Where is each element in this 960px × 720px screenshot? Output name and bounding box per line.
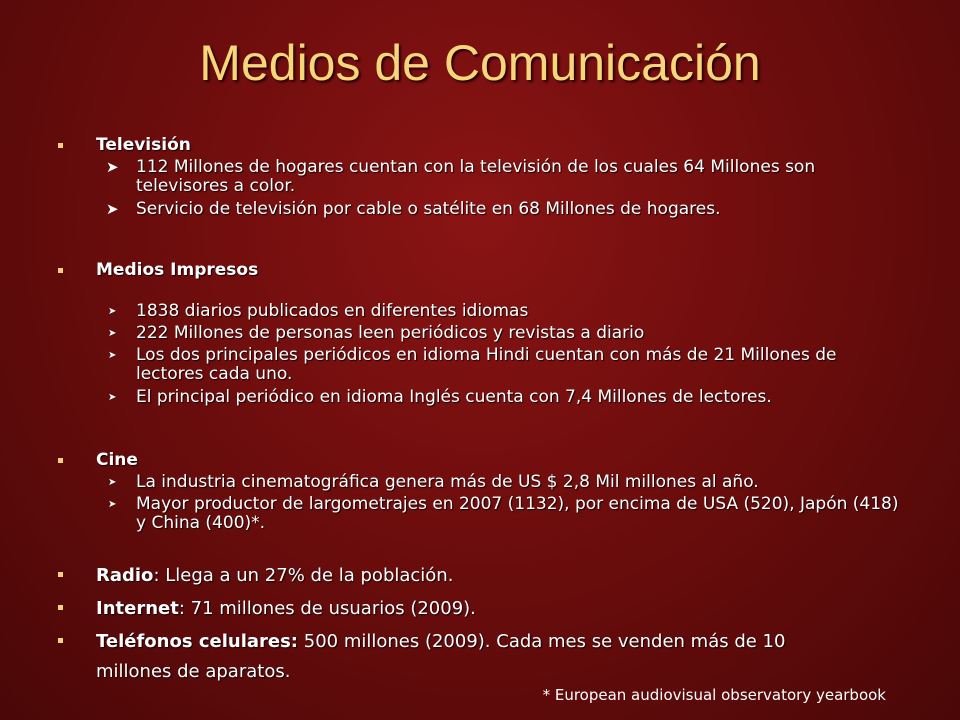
section-radio xyxy=(96,561,916,591)
slide-title: Medios de Comunicación xyxy=(199,35,761,91)
arrow-bullet-icon: ➤ xyxy=(108,306,117,317)
arrow-bullet-icon: ➤ xyxy=(108,350,117,361)
section-text: : 71 millones de usuarios (2009). xyxy=(178,598,476,619)
heading-text: Televisión xyxy=(96,135,191,155)
heading-text: Internet xyxy=(96,598,179,619)
section-text: : Llega a un 27% de la población. xyxy=(153,565,454,586)
section-cine-heading xyxy=(96,451,916,470)
footnote: * European audiovisual observatory yearbook xyxy=(542,686,886,704)
bullet-square-icon xyxy=(58,638,63,643)
section-tv-heading xyxy=(96,136,916,155)
bullet-square-icon xyxy=(58,572,63,577)
section-text: 500 millones (2009). Cada mes se venden más de 10 millones de aparatos. xyxy=(96,631,786,682)
arrow-bullet-icon: ➤ xyxy=(108,499,117,510)
bullet-square-icon xyxy=(58,268,63,273)
heading-text: Medios Impresos xyxy=(96,260,259,280)
list-item: Servicio de televisión por cable o satélite en 68 Millones de hogares. xyxy=(136,199,721,219)
list-item: Los dos principales periódicos en idioma Hindi cuentan con más de 21 Millones de lectores cada uno. xyxy=(136,345,837,384)
list-item: El principal periódico en idioma Inglés cuenta con 7,4 Millones de lectores. xyxy=(136,387,772,407)
bullet-square-icon xyxy=(58,458,63,463)
bullet-square-icon xyxy=(58,605,63,610)
section-print-heading xyxy=(96,261,916,280)
arrow-bullet-icon: ➤ xyxy=(108,328,117,339)
arrow-bullet-icon: ➤ xyxy=(106,200,119,218)
section-phones xyxy=(96,627,856,687)
list-item: 222 Millones de personas leen periódicos y revistas a diario xyxy=(136,323,645,343)
bullet-square-icon xyxy=(58,143,63,148)
section-internet xyxy=(96,594,916,624)
heading-text: Radio xyxy=(96,565,154,586)
heading-text: Cine xyxy=(96,450,138,470)
arrow-bullet-icon: ➤ xyxy=(108,392,117,403)
list-item: La industria cinematográfica genera más de US $ 2,8 Mil millones al año. xyxy=(136,472,759,492)
list-item: 1838 diarios publicados en diferentes idiomas xyxy=(136,301,529,321)
arrow-bullet-icon: ➤ xyxy=(106,158,119,176)
list-item: Mayor productor de largometrajes en 2007 (1132), por encima de USA (520), Japón (418) y China (400)*. xyxy=(136,494,899,533)
heading-text: Teléfonos celulares: xyxy=(96,631,299,652)
arrow-bullet-icon: ➤ xyxy=(108,477,117,488)
list-item: 112 Millones de hogares cuentan con la televisión de los cuales 64 Millones son televisores a color. xyxy=(136,157,816,196)
